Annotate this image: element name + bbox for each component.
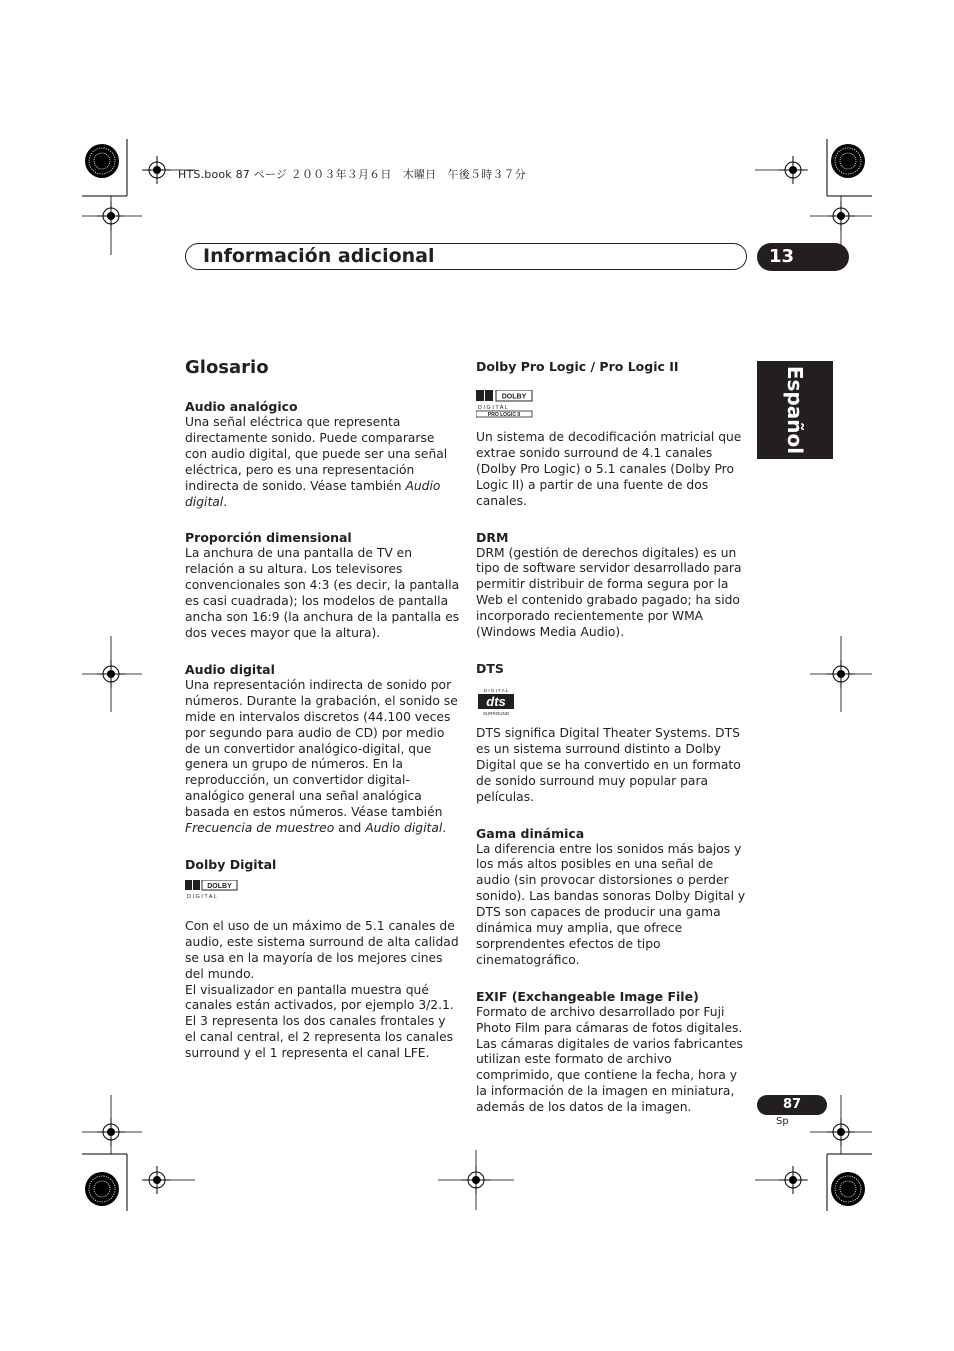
term-dts: DTS xyxy=(476,660,504,676)
page-lang: Sp xyxy=(776,1116,789,1127)
term-gama: Gama dinámica xyxy=(476,825,585,841)
svg-text:D I G I T A L: D I G I T A L xyxy=(187,893,217,900)
section-title: Información adicional xyxy=(203,245,435,267)
term-proporcion: Proporción dimensional xyxy=(185,530,352,546)
right-column xyxy=(476,358,746,1116)
svg-text:dts: dts xyxy=(486,693,506,709)
term-drm: DRM xyxy=(476,529,509,545)
def-drm: DRM (gestión de derechos digitales) es un tipo de software servidor desarrollado para permitir distribuir de forma segura por la Web el contenido grabado pagado; ha sido incorporado recientemente por WMA (Windows Media Audio). xyxy=(476,545,742,640)
left-column xyxy=(185,357,460,1062)
def-gama: La diferencia entre los sonidos más bajos y los más altos posibles en una señal de audio (sin provocar distorsiones o perder sonido). Las bandas sonoras Dolby Digital y DTS son capaces de producir una gama dinámica muy amplia, que ofrece sorprendentes efectos de tipo cinematográfico. xyxy=(476,841,746,967)
def-dolby-digital-2: El visualizador en pantalla muestra qué canales están activados, por ejemplo 3/2.1. El 3 representa los dos canales frontales y el canal central, el 2 representa los canales surround y el 1 representa el canal LFE. xyxy=(185,982,454,1061)
def-proporcion: La anchura de una pantalla de TV en relación a su altura. Los televisores convencionales son 4:3 (es decir, la pantalla es casi cuadrada); los modelos de pantalla ancha son 16:9 (la anchura de la pantalla es dos veces mayor que la altura). xyxy=(185,546,460,640)
dolby-digital-logo xyxy=(185,880,239,900)
dolby-pro-logic-logo xyxy=(476,390,534,418)
glossary-title: Glosario xyxy=(185,357,269,378)
svg-text:D I G I T A L: D I G I T A L xyxy=(483,687,509,693)
svg-text:D I G I T A L: D I G I T A L xyxy=(478,405,508,411)
svg-text:DOLBY: DOLBY xyxy=(501,393,527,401)
def-pro-logic: Un sistema de decodificación matricial que extrae sonido surround de 4.1 canales (Dolby Pro Logic) o 5.1 canales (Dolby Pro Logic II) a partir de una fuente de dos canales. xyxy=(476,430,742,508)
term-exif: EXIF (Exchangeable Image File) xyxy=(476,988,699,1004)
def-dts: DTS significa Digital Theater Systems. DTS es un sistema surround distinto a Dolby Digital que se ha convertido en un formato de sonido surround muy popular para películas. xyxy=(476,725,741,804)
def-audio-analogico: Una señal eléctrica que representa directamente sonido. Puede compararse con audio digital, que puede ser una señal eléctrica, pero es una representación indirecta de sonido. Véase también Audio digital. xyxy=(185,415,448,509)
term-dolby-digital: Dolby Digital xyxy=(185,856,277,872)
def-audio-digital: Una representación indirecta de sonido por números. Durante la grabación, el sonido se mide en intervalos discretos (44.100 veces por segundo para audio de CD) por medio de un convertidor analógico-digital, que genera un grupo de números. En la reproducción, un convertidor digital-analógico general una señal analógica basada en estos números. Véase también Frecuencia de muestreo and Audio digital. xyxy=(185,677,458,836)
chapter-number: 13 xyxy=(757,243,849,271)
term-pro-logic: Dolby Pro Logic / Pro Logic II xyxy=(476,359,679,374)
term-audio-analogico: Audio analógico xyxy=(185,399,298,414)
term-audio-digital: Audio digital xyxy=(185,661,275,677)
svg-text:SURROUND: SURROUND xyxy=(482,710,510,716)
language-tab xyxy=(757,361,833,459)
svg-text:DOLBY: DOLBY xyxy=(207,882,232,890)
svg-text:PRO LOGIC II: PRO LOGIC II xyxy=(487,412,521,418)
language-label: Español xyxy=(783,365,807,455)
dts-logo xyxy=(476,687,516,717)
def-exif: Formato de archivo desarrollado por Fuji Photo Film para cámaras de fotos digitales. Las cámaras digitales de varios fabricantes utilizan este formato de archivo comprimido, que contiene la fecha, hora y la información de la imagen en miniatura, además de los datos de la imagen. xyxy=(476,1004,743,1115)
page-number: 87 xyxy=(757,1095,827,1115)
def-dolby-digital-1: Con el uso de un máximo de 5.1 canales de audio, este sistema surround de alta calidad se usa en la mayoría de los mejores cines del mundo. xyxy=(185,918,459,981)
print-slug: HTS.book 87 ページ ２００３年３月６日 木曜日 午後５時３７分 xyxy=(178,168,526,181)
